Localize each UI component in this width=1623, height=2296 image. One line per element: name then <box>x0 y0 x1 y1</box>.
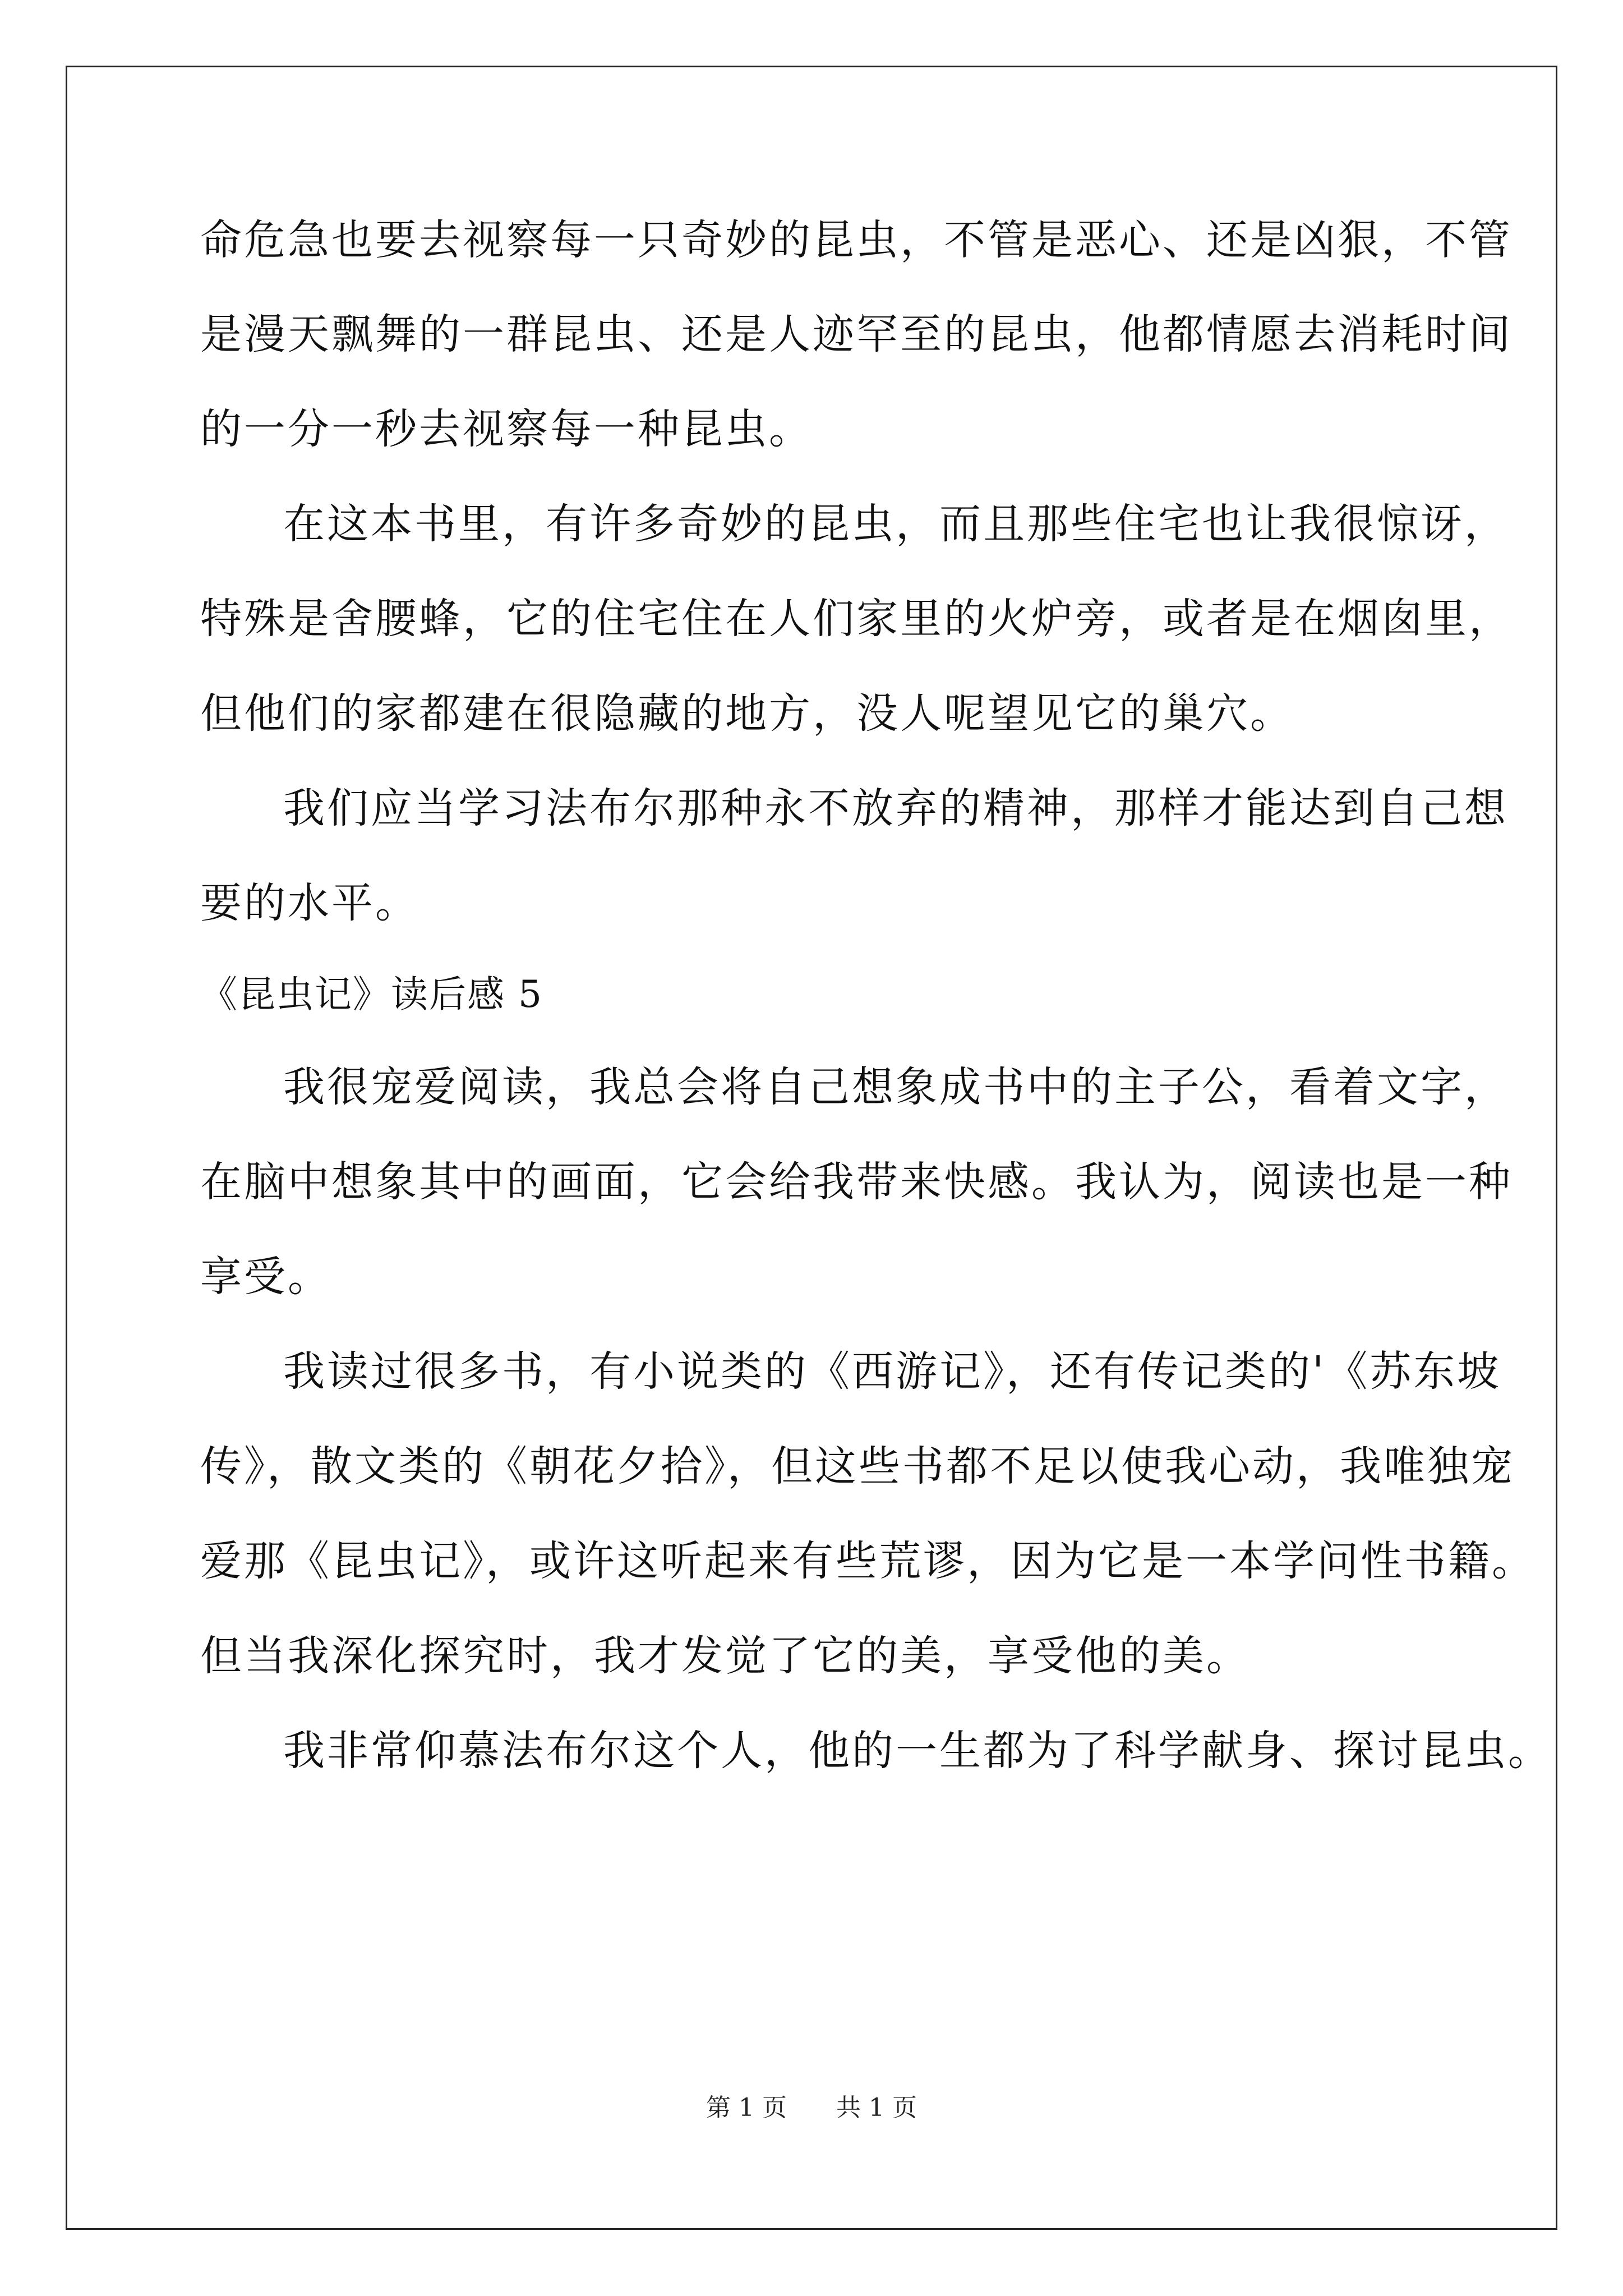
body-line: 我很宠爱阅读，我总会将自己想象成书中的主子公，看着文字， <box>283 1063 1508 1111</box>
body-line: 但他们的家都建在很隐藏的地方，没人呢望见它的巢穴。 <box>200 689 1294 738</box>
page-footer <box>0 2092 1623 2124</box>
body-line: 我非常仰慕法布尔这个人，他的一生都为了科学献身、探讨昆虫。 <box>283 1727 1552 1775</box>
page-number: 第 1 页 <box>706 2093 787 2122</box>
body-line: 在脑中想象其中的画面，它会给我带来快感。我认为，阅读也是一种 <box>200 1158 1513 1206</box>
body-line: 爱那《昆虫记》，或许这听起来有些荒谬，因为它是一本学问性书籍。 <box>200 1537 1536 1585</box>
body-line: 要的水平。 <box>200 879 419 927</box>
body-line: 但当我深化探究时，我才发觉了它的美，享受他的美。 <box>200 1632 1250 1680</box>
page-total: 共 1 页 <box>836 2093 917 2122</box>
body-line: 的一分一秒去视察每一种昆虫。 <box>200 405 813 453</box>
body-line: 享受。 <box>200 1253 331 1301</box>
body-line: 特殊是舍腰蜂，它的住宅住在人们家里的火炉旁，或者是在烟囱里， <box>200 595 1513 643</box>
body-line: 是漫天飘舞的一群昆虫、还是人迹罕至的昆虫，他都情愿去消耗时间 <box>200 310 1513 358</box>
body-line: 命危急也要去视察每一只奇妙的昆虫，不管是恶心、还是凶狠，不管 <box>200 216 1513 264</box>
body-line: 我读过很多书，有小说类的《西游记》，还有传记类的'《苏东坡 <box>283 1347 1501 1396</box>
section-heading: 《昆虫记》读后感 5 <box>200 973 543 1016</box>
page-frame <box>66 66 1557 2230</box>
body-line: 传》，散文类的《朝花夕拾》，但这些书都不足以使我心动，我唯独宠 <box>200 1442 1515 1490</box>
body-line: 在这本书里，有许多奇妙的昆虫，而且那些住宅也让我很惊讶， <box>283 500 1508 548</box>
body-line: 我们应当学习法布尔那种永不放弃的精神，那样才能达到自己想 <box>283 784 1508 832</box>
